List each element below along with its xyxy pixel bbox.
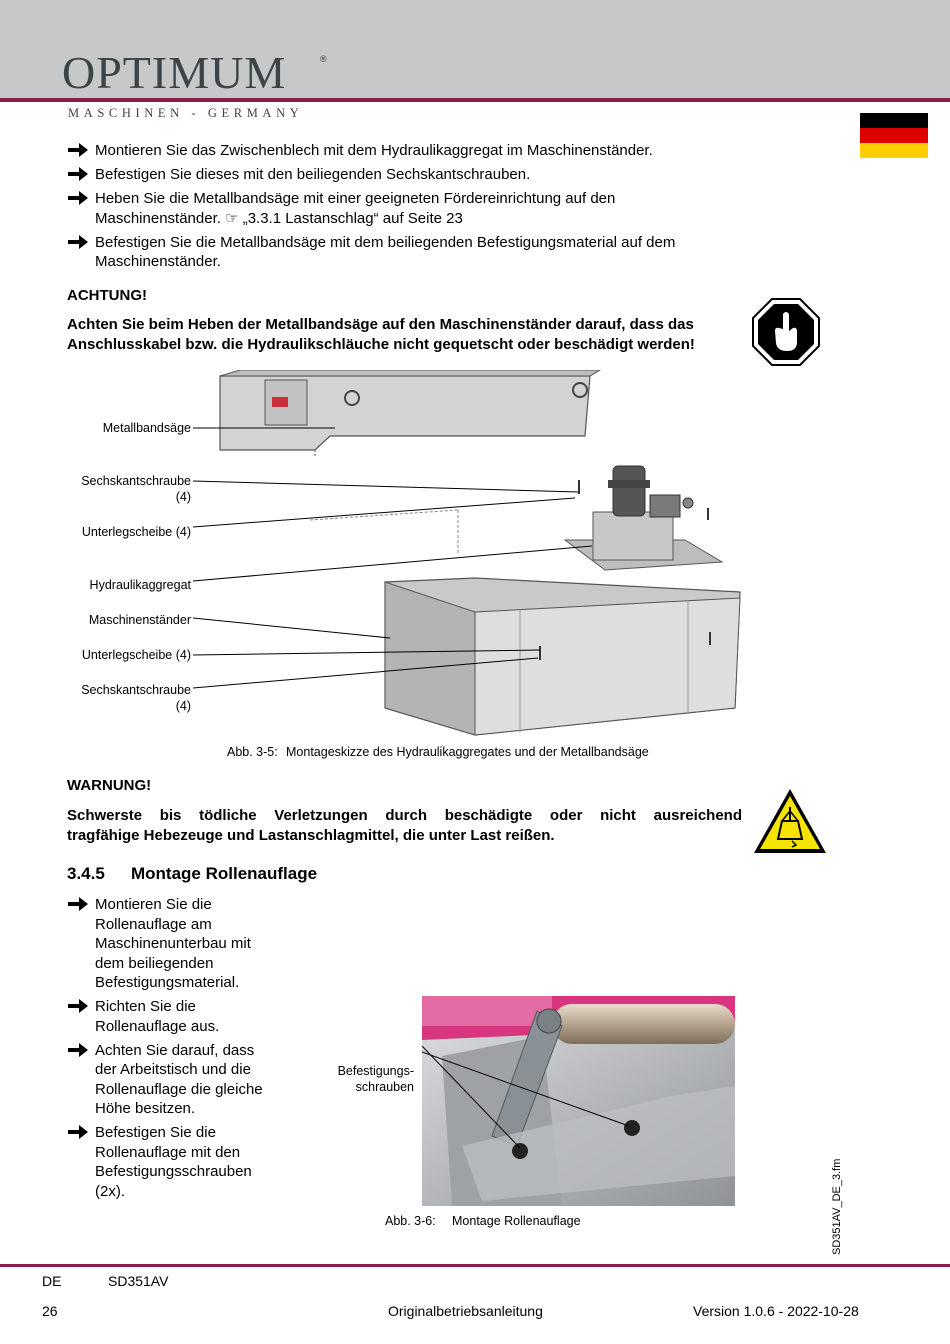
footer-language: DE [42, 1273, 62, 1289]
brand-logo: OPTIMUM [62, 47, 287, 98]
warnung-line: tragfähige Hebezeuge und Lastanschlagmittel, die unter Last reißen. [67, 826, 555, 844]
instruction-line: Maschinenständer. [95, 253, 221, 270]
label-line: (4) [175, 490, 191, 504]
achtung-line: Achten Sie beim Heben der Metallbandsäge auf den Maschinenständer darauf, dass das [67, 316, 694, 333]
instruction-text [95, 141, 653, 161]
instruction-text [95, 1041, 263, 1119]
instruction-line: Befestigungsschrauben [95, 1163, 252, 1180]
label-line: Sechskantschraube [81, 474, 191, 488]
instruction-line: Rollenauflage die gleiche [95, 1080, 263, 1098]
footer-document: Originalbetriebsanleitung [388, 1303, 543, 1319]
roller-support-photo [422, 996, 735, 1206]
side-filename: SD351AV_DE_3.fm [831, 1158, 843, 1255]
instruction-line: Montieren Sie das Zwischenblech mit dem Hydraulikaggregat im Maschinenständer. [95, 142, 653, 159]
instruction-line: Befestigen Sie dieses mit den beiliegenden Sechskantschrauben. [95, 166, 531, 183]
label-sechskantschraube-bottom [60, 682, 191, 714]
warnung-text [67, 806, 742, 845]
instruction-text [95, 1123, 252, 1201]
label-maschinenstaender: Maschinenständer [88, 613, 191, 627]
instruction-line: Heben Sie die Metallbandsäge mit einer geeigneten Fördereinrichtung auf den [95, 190, 616, 207]
arrow-right-icon [67, 997, 89, 1015]
warnung-title: WARNUNG! [67, 777, 152, 794]
instruction-text [95, 189, 615, 228]
figure-caption: Montage Rollenauflage [452, 1214, 581, 1228]
arrow-right-icon [67, 165, 89, 183]
instruction-line: Maschinenunterbau mit [95, 935, 251, 952]
footer-model: SD351AV [108, 1273, 169, 1289]
instruction-line: Höhe besitzen. [95, 1100, 196, 1117]
flag-stripe-red [860, 128, 928, 143]
warnung-line: Schwerste bis tödliche Verletzungen durch beschädigte oder nicht ausreichend [67, 807, 742, 824]
label-line: Befestigungs- [337, 1064, 414, 1078]
suspended-load-warning-icon [752, 787, 828, 855]
instruction-line: der Arbeitstisch und die [95, 1061, 251, 1078]
label-hydraulikaggregat: Hydraulikaggregat [89, 578, 191, 592]
footer-divider [0, 1264, 950, 1267]
label-metallbandsaege: Metallbandsäge [102, 421, 191, 435]
instruction-line: Rollenauflage am [95, 915, 212, 933]
label-sechskantschraube-top [60, 473, 191, 505]
instruction-line: Montieren Sie die [95, 896, 212, 913]
label-unterlegscheibe-top: Unterlegscheibe (4) [81, 525, 191, 539]
label-line: Sechskantschraube [81, 683, 191, 697]
instruction-line: dem beiliegenden [95, 954, 214, 972]
section-title: Montage Rollenauflage [131, 864, 318, 883]
arrow-right-icon [67, 141, 89, 159]
instruction-line: Befestigungsmaterial. [95, 974, 240, 991]
instruction-line: Befestigen Sie die Metallbandsäge mit dem beiliegenden Befestigungsmaterial auf dem [95, 233, 676, 251]
label-line: schrauben [355, 1080, 414, 1094]
instruction-text [95, 895, 251, 993]
instruction-line: (2x). [95, 1182, 125, 1200]
instruction-text [95, 997, 219, 1036]
arrow-right-icon [67, 233, 89, 251]
german-flag-icon [860, 113, 928, 158]
achtung-title: ACHTUNG! [67, 287, 147, 304]
stop-hand-icon [752, 298, 820, 366]
figure-caption-number: Abb. 3-5: [227, 745, 278, 759]
instruction-line: Rollenauflage mit den [95, 1143, 241, 1161]
instruction-line: Richten Sie die [95, 998, 196, 1015]
achtung-line: Anschlusskabel bzw. die Hydraulikschläuche nicht gequetscht oder beschädigt werden! [67, 335, 695, 353]
figure-caption-number: Abb. 3-6: [385, 1214, 436, 1228]
instruction-line: Maschinenständer. ☞ „3.3.1 Lastanschlag“ auf Seite 23 [95, 209, 463, 227]
label-befestigungsschrauben [300, 1063, 414, 1095]
brand-subtitle: MASCHINEN - GERMANY [68, 106, 304, 120]
arrow-right-icon [67, 895, 89, 913]
arrow-right-icon [67, 189, 89, 207]
arrow-right-icon [67, 1041, 89, 1059]
flag-stripe-black [860, 113, 928, 128]
label-unterlegscheibe-bottom: Unterlegscheibe (4) [81, 648, 191, 662]
achtung-text [67, 315, 695, 354]
instruction-text [95, 233, 675, 272]
header-divider [0, 98, 950, 102]
instruction-line: Achten Sie darauf, dass [95, 1041, 255, 1059]
label-line: (4) [175, 699, 191, 713]
section-number: 3.4.5 [67, 864, 105, 883]
instruction-line: Befestigen Sie die [95, 1124, 216, 1141]
registered-mark: ® [320, 54, 327, 64]
figure-caption: Montageskizze des Hydraulikaggregates und der Metallbandsäge [286, 745, 649, 759]
instruction-text [95, 165, 530, 185]
footer-version: Version 1.0.6 - 2022-10-28 [693, 1303, 859, 1319]
page-number: 26 [42, 1303, 58, 1319]
flag-stripe-gold [860, 143, 928, 158]
arrow-right-icon [67, 1123, 89, 1141]
instruction-line: Rollenauflage aus. [95, 1017, 220, 1035]
